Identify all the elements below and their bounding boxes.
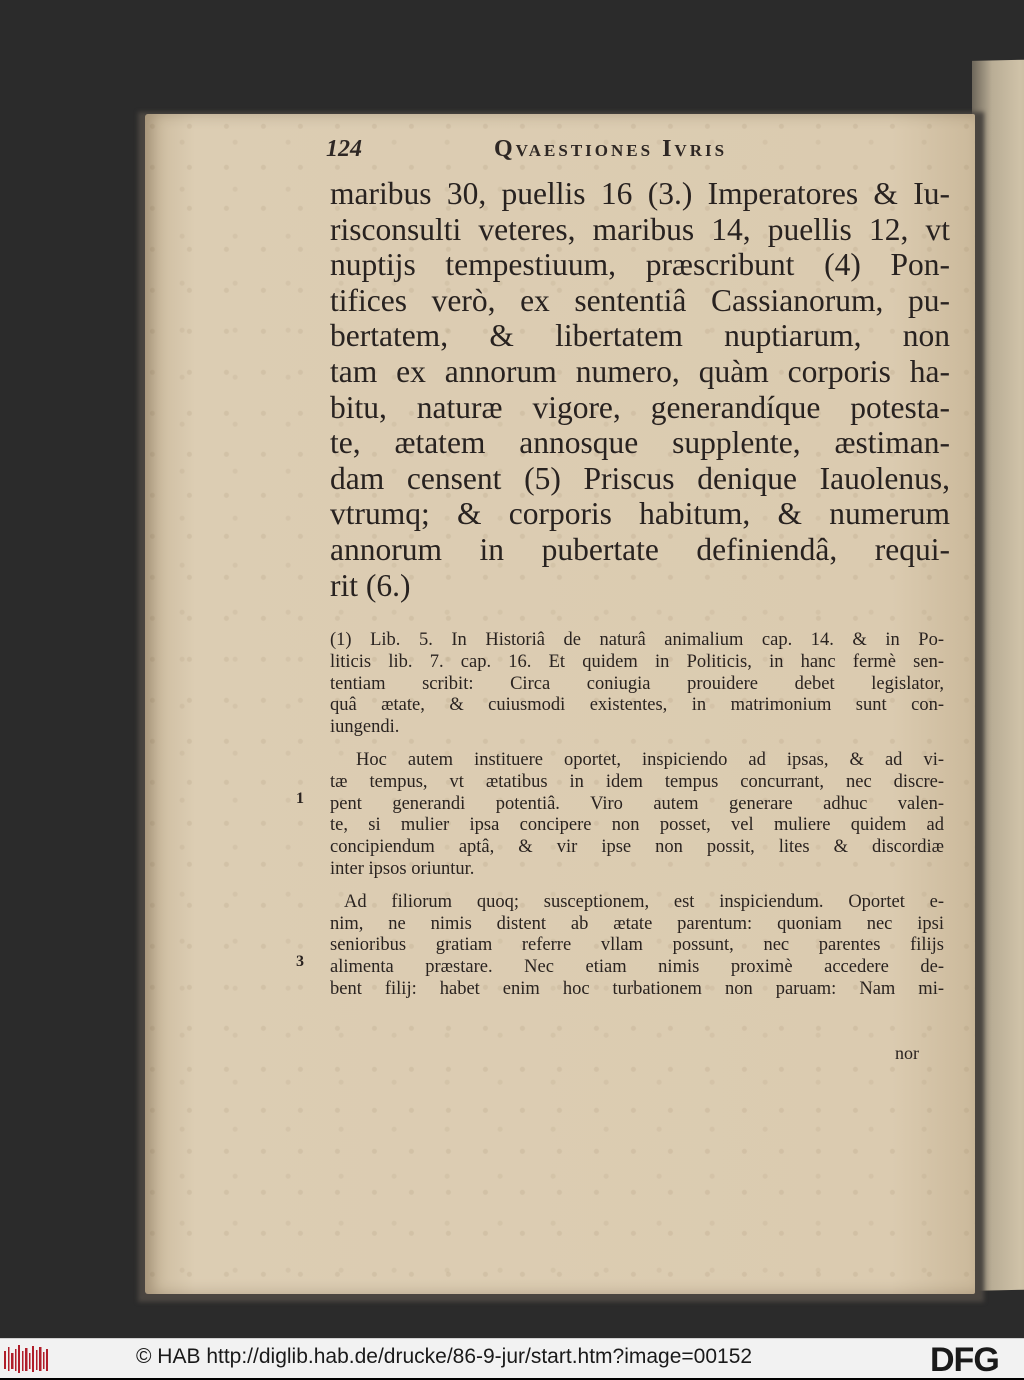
main-text [330, 176, 950, 603]
note-line: Ad filiorum quoq; susceptionem, est inspiciendum. Oportet e- [344, 891, 944, 912]
page-number: 124 [326, 136, 362, 162]
text-line: tam ex annorum numero, quàm corporis ha- [330, 353, 950, 389]
text-line: dam censent (5) Priscus denique Iauolenus, [330, 460, 950, 496]
margin-number: 1 [296, 790, 304, 807]
copyright-link[interactable]: © HAB http://diglib.hab.de/drucke/86-9-jur/start.htm?image=00152 [136, 1345, 753, 1368]
text-line: te, ætatem annosque supplente, æstiman- [330, 425, 950, 461]
note-line: te, si mulier ipsa concipere non posset, vel muliere quidem ad [330, 815, 944, 836]
text-line: maribus 30, puellis 16 (3.) Imperatores & Iu- [330, 176, 950, 211]
note-line: inter ipsos oriuntur. [330, 858, 475, 879]
text-line: vtrumq; & corporis habitum, & numerum [330, 496, 950, 532]
note-line: tæ tempus, vt ætatibus in idem tempus concurrant, nec discre- [330, 771, 944, 792]
note-line: senioribus gratiam referre vllam possunt, nec parentes filijs [330, 935, 944, 956]
note-line: tentiam scribit: Circa coniugia prouidere debet legislator, [330, 673, 944, 694]
text-line: annorum in pubertate definiendâ, requi- [330, 531, 950, 567]
footer-bar [0, 1338, 1024, 1378]
dfg-logo: DFG [930, 1341, 999, 1379]
note-line: (1) Lib. 5. In Historiâ de naturâ animalium cap. 14. & in Po- [330, 630, 944, 650]
running-head-title: Qvaestiones Ivris [494, 136, 728, 162]
text-line: bertatem, & libertatem nuptiarum, non [330, 318, 950, 354]
running-head [326, 136, 946, 168]
footnotes [330, 630, 944, 1001]
text-line: bitu, naturæ vigore, generandíque potesta- [330, 389, 950, 425]
note-line: alimenta præstare. Nec etiam nimis proximè accedere de- [330, 957, 944, 978]
note-line: pent generandi potentiâ. Viro autem generare adhuc valen- [330, 793, 944, 814]
margin-number: 3 [296, 953, 304, 970]
note-line: quâ ætate, & cuiusmodi existentes, in matrimonium sunt con- [330, 695, 944, 716]
note-line: bent filij: habet enim hoc turbationem non paruam: Nam mi- [330, 978, 944, 999]
text-line: nuptijs tempestiuum, præscribunt (4) Pon- [330, 247, 950, 283]
note-line: iungendi. [330, 717, 400, 738]
note-line: liticis lib. 7. cap. 16. Et quidem in Politicis, in hanc fermè sen- [330, 651, 944, 672]
text-line: tifices verò, ex sententiâ Cassianorum, pu- [330, 282, 950, 318]
note-line: nim, ne nimis distent ab ætate parentum: quoniam nec ipsi [330, 913, 944, 934]
text-line: rit (6.) [330, 567, 411, 603]
note-line: concipiendum aptâ, & vir ipse non possit, lites & discordiæ [330, 837, 944, 858]
note-line: Hoc autem instituere oportet, inspiciendo ad ipsas, & ad vi- [356, 749, 944, 770]
catchword: nor [895, 1043, 919, 1063]
barcode-icon [4, 1345, 48, 1373]
text-line: risconsulti veteres, maribus 14, puellis 12, vt [330, 211, 950, 247]
